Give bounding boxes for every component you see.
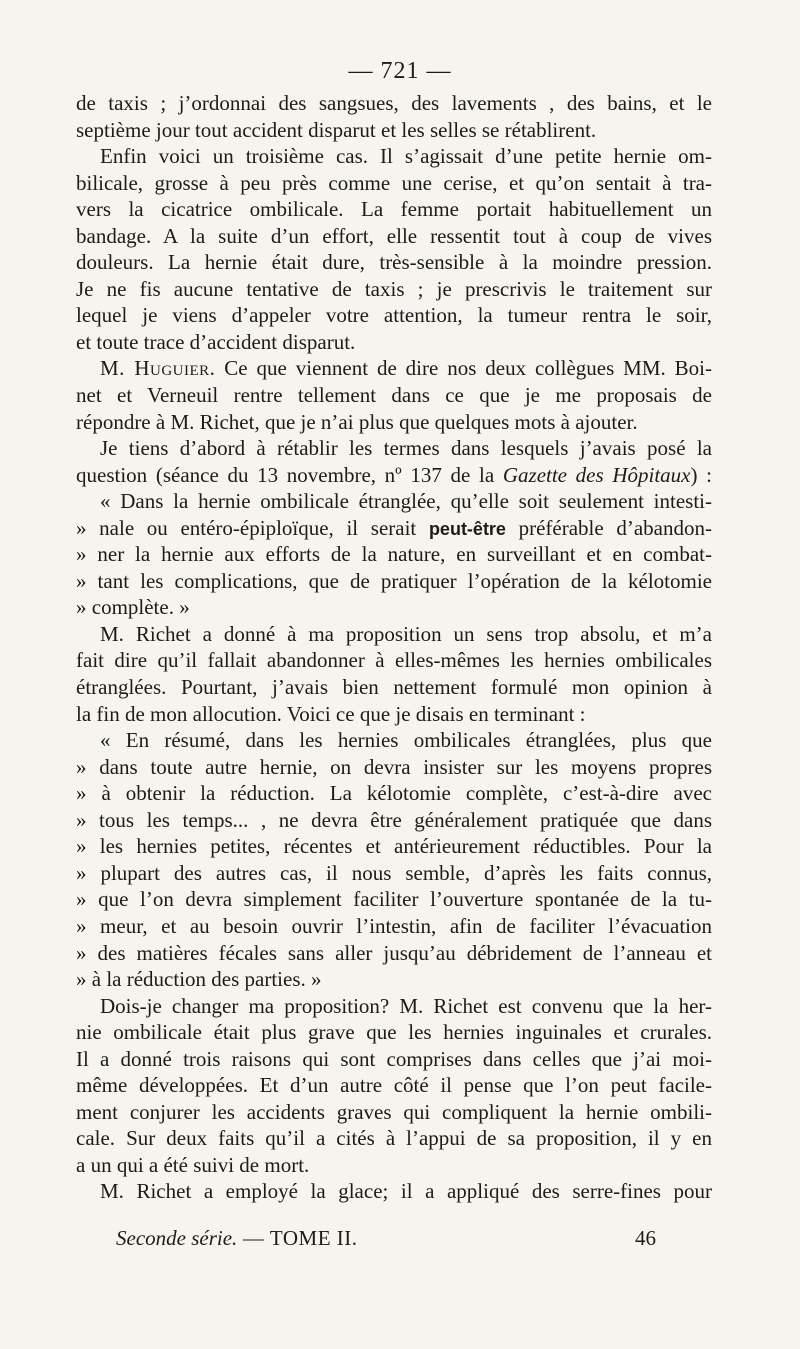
text-line: Je ne fis aucune tentative de taxis ; je prescrivis le traitement sur bbox=[76, 276, 712, 301]
text-line: » à obtenir la réduction. La kélotomie complète, c’est-à-dire avec bbox=[76, 781, 712, 806]
text-line: septième jour tout accident disparut et les selles se rétablirent. bbox=[76, 117, 597, 142]
text-line: » tous les temps... , ne devra être généralement pratiquée que dans bbox=[76, 807, 712, 832]
text-line: nie ombilicale était plus grave que les hernies inguinales et crurales. bbox=[76, 1020, 712, 1045]
text-line: » à la réduction des parties. » bbox=[76, 967, 322, 992]
text-line: Il a donné trois raisons qui sont comprises dans celles que j’ai moi- bbox=[76, 1046, 712, 1071]
text-line: vers la cicatrice ombilicale. La femme portait habituellement un bbox=[76, 197, 712, 222]
publication-title: Gazette des Hôpitaux bbox=[502, 462, 691, 487]
text-line bbox=[76, 355, 712, 382]
text-run: Ce que viennent de dire nos deux collègues MM. Boi- bbox=[215, 356, 712, 381]
text-line: » meur, et au besoin ouvrir l’intestin, afin de faciliter l’évacuation bbox=[76, 913, 712, 938]
speaker-name: M. Huguier. bbox=[100, 356, 216, 381]
text-run: ) : bbox=[690, 462, 712, 487]
text-line: » des matières fécales sans aller jusqu’au débridement de l’anneau et bbox=[76, 940, 712, 965]
series-label: Seconde série. — TOME II. bbox=[116, 1226, 358, 1250]
text-line: » complète. » bbox=[76, 595, 190, 620]
text-line: » tant les complications, que de pratiquer l’opération de la kélotomie bbox=[76, 568, 712, 593]
text-line: » ner la hernie aux efforts de la nature, en surveillant et en combat- bbox=[76, 542, 712, 567]
text-line: même développées. Et d’un autre côté il pense que l’on peut facile- bbox=[76, 1073, 712, 1098]
text-line: étranglées. Pourtant, j’avais bien nettement formulé mon opinion à bbox=[76, 675, 712, 700]
text-line: Dois-je changer ma proposition? M. Richet est convenu que la her- bbox=[100, 993, 712, 1018]
text-line bbox=[76, 515, 712, 542]
text-line: » plupart des autres cas, il nous semble, d’après les faits connus, bbox=[76, 860, 712, 885]
text-line: « En résumé, dans les hernies ombilicales étranglées, plus que bbox=[100, 728, 712, 753]
text-line: et toute trace d’accident disparut. bbox=[76, 329, 356, 354]
text-line: bandage. A la suite d’un effort, elle ressentit tout à coup de vives bbox=[76, 223, 712, 248]
text-line: répondre à M. Richet, que je n’ai plus que quelques mots à ajouter. bbox=[76, 409, 638, 434]
text-run: » nale ou entéro-épiploïque, il serait bbox=[76, 515, 429, 540]
page-footer bbox=[116, 1224, 656, 1252]
text-line: net et Verneuil rentre tellement dans ce que je me proposais de bbox=[76, 383, 712, 408]
text-line: M. Richet a employé la glace; il a appliqué des serre-fines pour bbox=[100, 1179, 712, 1204]
text-run: préférable d’abandon- bbox=[505, 515, 712, 540]
signature-number: 46 bbox=[635, 1226, 656, 1250]
text-line: cale. Sur deux faits qu’il a cités à l’appui de sa proposition, il y en bbox=[76, 1126, 712, 1151]
text-line: M. Richet a donné à ma proposition un sens trop absolu, et m’a bbox=[100, 621, 712, 646]
text-line: » dans toute autre hernie, on devra insister sur les moyens propres bbox=[76, 754, 712, 779]
text-line: » les hernies petites, récentes et antérieurement réductibles. Pour la bbox=[76, 834, 712, 859]
text-line: lequel je viens d’appeler votre attention, la tumeur rentra le soir, bbox=[76, 303, 712, 328]
text-line: » que l’on devra simplement faciliter l’ouverture spontanée de la tu- bbox=[76, 887, 712, 912]
text-line: de taxis ; j’ordonnai des sangsues, des lavements , des bains, et le bbox=[76, 91, 712, 115]
text-run: question (séance du 13 novembre, nº 137 de la bbox=[76, 462, 503, 487]
text-line: a un qui a été suivi de mort. bbox=[76, 1152, 310, 1177]
text-line: fait dire qu’il fallait abandonner à elles-mêmes les hernies ombilicales bbox=[76, 648, 712, 673]
text-line: Enfin voici un troisième cas. Il s’agissait d’une petite hernie om- bbox=[100, 144, 712, 169]
text-line: ment conjurer les accidents graves qui compliquent la hernie ombili- bbox=[76, 1099, 712, 1124]
text-line: douleurs. La hernie était dure, très-sensible à la moindre pression. bbox=[76, 250, 712, 275]
page-number: — 721 — bbox=[348, 58, 452, 84]
text-line: la fin de mon allocution. Voici ce que je disais en terminant : bbox=[76, 701, 586, 726]
text-line: bilicale, grosse à peu près comme une cerise, et qu’on sentait à tra- bbox=[76, 170, 712, 195]
emphasis-text: peut-être bbox=[428, 518, 506, 539]
text-line: « Dans la hernie ombilicale étranglée, qu’elle soit seulement intesti- bbox=[100, 489, 712, 514]
body-text bbox=[76, 90, 712, 1205]
text-line bbox=[76, 462, 712, 489]
text-line: Je tiens d’abord à rétablir les termes dans lesquels j’avais posé la bbox=[100, 436, 712, 461]
